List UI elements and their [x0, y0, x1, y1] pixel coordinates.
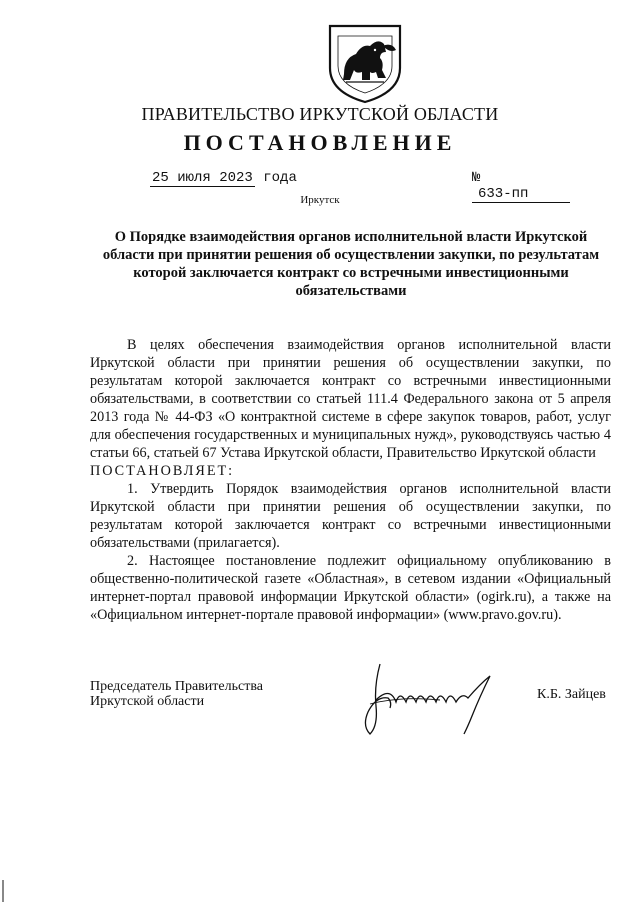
scan-edge-mark — [2, 880, 8, 902]
city: Иркутск — [300, 194, 340, 206]
decree-item: 1. Утвердить Порядок взаимодействия органов исполнительной власти Иркутской области при принятии решения об осуществлении закупки, по результатам которой заключается контракт со встречными инвестиционными обязательствами (прилагается). — [90, 481, 611, 551]
signatory-position — [90, 679, 263, 709]
preamble-paragraph: В целях обеспечения взаимодействия органов исполнительной власти Иркутской области при принятии решения об осуществлении закупки, по результатам которой заключается контракт со встречными инвестиционными обязательствами, в соответствии со статьей 111.4 Федерального закона от 5 апреля 2013 года № 44-ФЗ «О контрактной системе в сфере закупок товаров, работ, услуг для обеспечения государственных и муниципальных нужд», руководствуясь частью 4 статьи 66, статьей 67 Устава Иркутской области, Правительство Иркутской области — [90, 337, 611, 461]
document-title: О Порядке взаимодействия органов исполнительной власти Иркутской области при принятии решения об осуществлении закупки, по результатам которой заключается контракт со встречными инвестиционными обязательствами — [102, 229, 600, 299]
date-line — [150, 170, 297, 187]
handwritten-signature — [340, 656, 510, 738]
date-suffix: года — [263, 170, 297, 186]
coat-of-arms-icon — [326, 22, 404, 104]
decree-item: 2. Настоящее постановление подлежит официальному опубликованию в общественно-политической газете «Областная», в сетевом издании «Официальный интернет-портал правовой информации Иркутской области» (ogirk.ru), а также на «Официальном интернет-портале правовой информации» (www.pravo.gov.ru). — [90, 553, 611, 623]
signatory-position-line: Председатель Правительства — [90, 679, 263, 694]
number-sign: № — [472, 170, 481, 186]
document-date: 25 июля 2023 — [152, 170, 253, 186]
signatory-position-line: Иркутской области — [90, 694, 205, 709]
government-name: ПРАВИТЕЛЬСТВО ИРКУТСКОЙ ОБЛАСТИ — [141, 104, 499, 124]
document-body — [90, 336, 611, 624]
decree-word: ПОСТАНОВЛЯЕТ: — [90, 463, 235, 479]
document-type: ПОСТАНОВЛЕНИЕ — [183, 130, 457, 155]
signatory-name: К.Б. Зайцев — [537, 687, 606, 702]
document-number: 633-пп — [472, 186, 570, 203]
